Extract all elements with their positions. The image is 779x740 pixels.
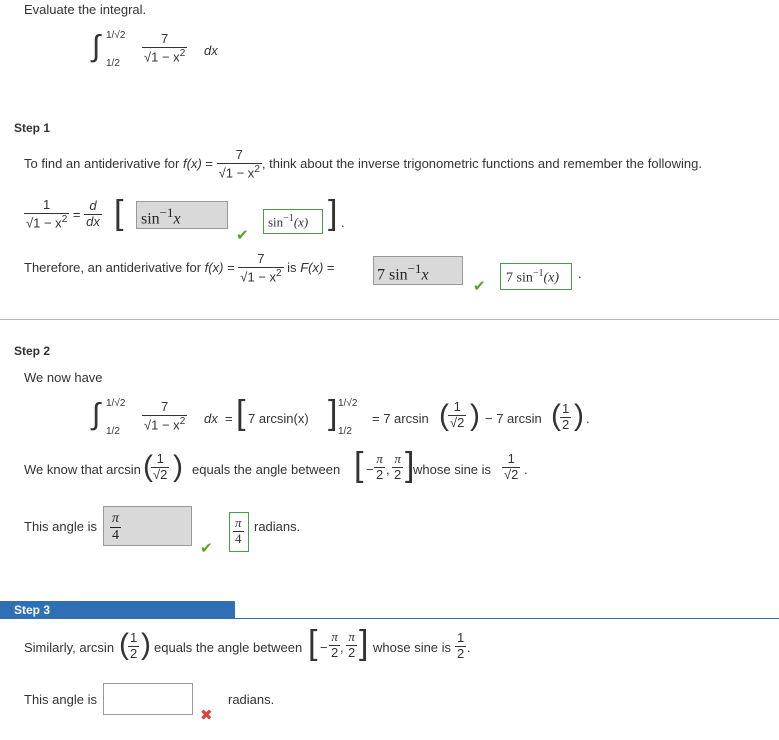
incorrect-icon: ✖ — [200, 707, 213, 724]
step1-title: Step 1 — [14, 121, 51, 135]
correct-answer-2: 7 $\sin^{-1}(x)$ — [500, 263, 572, 290]
integrand-fraction: $\frac{7}{√1 - x^2}$ — [144, 31, 186, 65]
step2-title: Step 2 — [14, 344, 51, 358]
fx-fraction: $\frac{7}{√1 - x^2}$ — [218, 147, 260, 181]
left-bracket: [ — [114, 194, 124, 232]
arcsin-statement: We know that arcsin ( $\frac{1}{√2}$ ) equals the angle between [ − $\frac{\pi}{2}$ , $\frac{\pi}{2}$ ] whose sine is $\frac{1}{√2}$ . — [24, 446, 528, 484]
step2-integral: ∫ 1/√2 1/2 $\frac{7}{√1 - x^2}$ dx = [ 7 arcsin(x) ] 1/√2 1/2 = 7 arcsin ( $\frac{1}{√2}$ ) − 7 arcsin ( $\frac{1}{2}$ ) . — [92, 394, 590, 437]
check-icon: ✔ — [236, 227, 249, 244]
radians-label: radians. — [254, 519, 301, 534]
antiderivative-input-2[interactable]: 7 $\sin^{-1}x$ — [373, 256, 463, 285]
step3-header-line — [235, 618, 779, 619]
angle-input-step2[interactable]: $\frac{\pi}{4}$ — [103, 506, 192, 546]
integral-sign: ∫ — [92, 30, 101, 63]
correct-answer-1: $\sin^{-1}(x)$ — [263, 209, 323, 234]
antiderivative-input-1[interactable]: $\sin^{-1}x$ — [136, 201, 228, 229]
correct-answer-angle: $\frac{\pi}{4}$ — [229, 512, 249, 552]
deriv-lhs-fraction: $\frac{1}{√1 - x^2}$ — [26, 197, 68, 231]
integral-dx: dx — [204, 43, 218, 58]
integral-lower: 1/2 — [106, 58, 120, 69]
d-dx-operator: $\frac{d}{dx}$ — [86, 198, 100, 230]
step2-angle-label: This angle is — [24, 519, 97, 534]
step2-intro: We now have — [24, 370, 103, 385]
divider — [0, 319, 779, 320]
step3-title: Step 3 — [14, 603, 51, 617]
similarly-statement: Similarly, arcsin ( $\frac{1}{2}$ ) equals the angle between [ − $\frac{\pi}{2}$ , $\frac{\pi}{2}$ ] whose sine is $\frac{1}{2}$ . — [24, 624, 471, 662]
angle-input-step3[interactable] — [103, 683, 193, 715]
check-icon: ✔ — [473, 278, 486, 295]
radians-label-step3: radians. — [228, 692, 275, 707]
integral-upper: 1/√2 — [106, 30, 126, 41]
check-icon: ✔ — [200, 540, 213, 557]
step3-angle-label: This angle is — [24, 692, 97, 707]
derivative-line: $\frac{1}{√1 - x^2}$ = $\frac{d}{dx}$ — [26, 197, 100, 231]
step1-intro-line: To find an antiderivative for f(x) = $\frac{7}{√1 - x^2}$ , think about the inverse trigonometric functions and remember the following. — [24, 147, 702, 181]
right-bracket: ] — [328, 194, 338, 232]
question-prompt: Evaluate the integral. — [24, 2, 147, 17]
therefore-line: Therefore, an antiderivative for f(x) = $\frac{7}{√1 - x^2}$ is F(x) = — [24, 251, 335, 285]
